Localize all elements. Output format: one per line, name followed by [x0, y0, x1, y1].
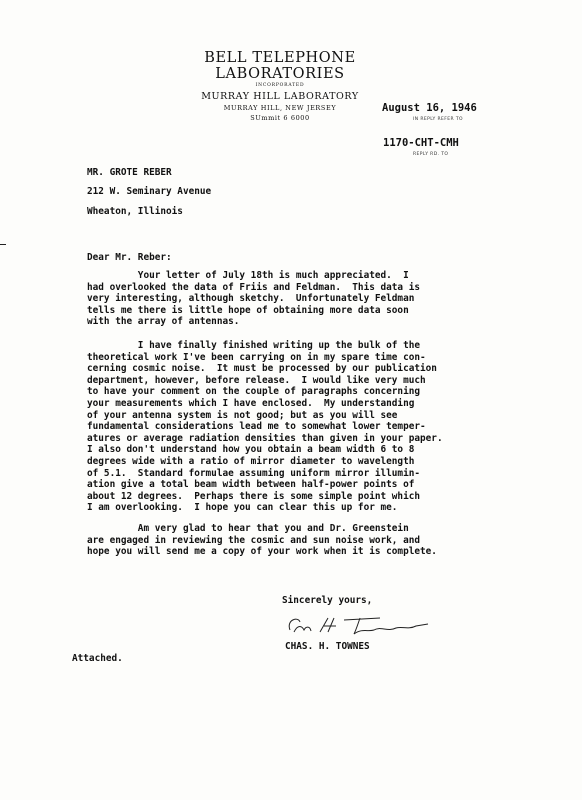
- signature-graphic: [284, 612, 434, 638]
- paragraph-line: hope you will send me a copy of your work when it is complete.: [87, 546, 437, 558]
- paragraph-line: theoretical work I've been carrying on in my spare time con-: [87, 351, 426, 363]
- paragraph-line: your measurements which I have enclosed. My understanding: [87, 397, 415, 409]
- paragraph-line: I am overlooking. I hope you can clear this up for me.: [87, 502, 398, 514]
- paragraph-line: had overlooked the data of Friis and Feldman. This data is: [87, 281, 421, 293]
- salutation: Dear Mr. Reber:: [87, 252, 172, 263]
- paragraph-line: I have finally finished writing up the bulk of the: [87, 340, 421, 351]
- closing: Sincerely yours,: [282, 595, 373, 606]
- paragraph-1: [87, 270, 507, 328]
- recipient-name: MR. GROTE REBER: [87, 167, 172, 178]
- paragraph-line: very interesting, although sketchy. Unfortunately Feldman: [87, 293, 415, 305]
- recipient-street: 212 W. Seminary Avenue: [87, 186, 212, 197]
- laboratory-telephone: SUmmit 6 6000: [250, 114, 310, 122]
- paragraph-3: [87, 523, 507, 558]
- signer-name: CHAS. H. TOWNES: [285, 641, 370, 652]
- paragraph-line: with the array of antennas.: [87, 316, 240, 328]
- paragraph-line: of 5.1. Standard formulae assuming uniform mirror illumin-: [87, 467, 421, 479]
- reply-refer-label: IN REPLY REFER TO: [413, 117, 463, 122]
- paragraph-line: atures or average radiation densities than given in your paper.: [87, 432, 443, 444]
- laboratory-name: MURRAY HILL LABORATORY: [201, 91, 359, 102]
- incorporated-label: INCORPORATED: [255, 83, 305, 88]
- paragraph-line: tells me there is little hope of obtaining more data soon: [87, 304, 409, 316]
- paragraph-line: cerning cosmic noise. It must be processed by our publication: [87, 363, 437, 375]
- letter-date: August 16, 1946: [382, 102, 477, 114]
- letterhead: [150, 50, 410, 123]
- enclosure-note: Attached.: [72, 653, 123, 664]
- margin-mark: [0, 244, 6, 245]
- handwritten-signature: [284, 612, 434, 642]
- reference-number: 1170-CHT-CMH: [383, 137, 459, 149]
- paragraph-line: I also don't understand how you obtain a beam width 6 to 8: [87, 444, 415, 456]
- paragraph-line: are engaged in reviewing the cosmic and sun noise work, and: [87, 534, 421, 546]
- paragraph-line: degrees wide with a ratio of mirror diameter to wavelength: [87, 455, 415, 467]
- paragraph-line: fundamental considerations lead me to somewhat lower temper-: [87, 421, 426, 433]
- paragraph-line: to have your comment on the couple of paragraphs concerning: [87, 386, 421, 398]
- paragraph-line: about 12 degrees. Perhaps there is some simple point which: [87, 490, 421, 502]
- recipient-city: Wheaton, Illinois: [87, 206, 183, 217]
- paragraph-line: Am very glad to hear that you and Dr. Greenstein: [87, 523, 409, 534]
- paragraph-line: department, however, before release. I would like very much: [87, 374, 426, 386]
- paragraph-line: of your antenna system is not good; but as you will see: [87, 409, 398, 421]
- reply-refer-label-2: REPLY RD. TO: [413, 152, 449, 157]
- paragraph-line: Your letter of July 18th is much appreciated. I: [87, 270, 409, 281]
- paragraph-2: [87, 340, 507, 514]
- company-name: BELL TELEPHONE LABORATORIES: [204, 50, 356, 82]
- laboratory-location: MURRAY HILL, NEW JERSEY: [223, 104, 337, 112]
- paragraph-line: ation give a total beam width between half-power points of: [87, 479, 415, 491]
